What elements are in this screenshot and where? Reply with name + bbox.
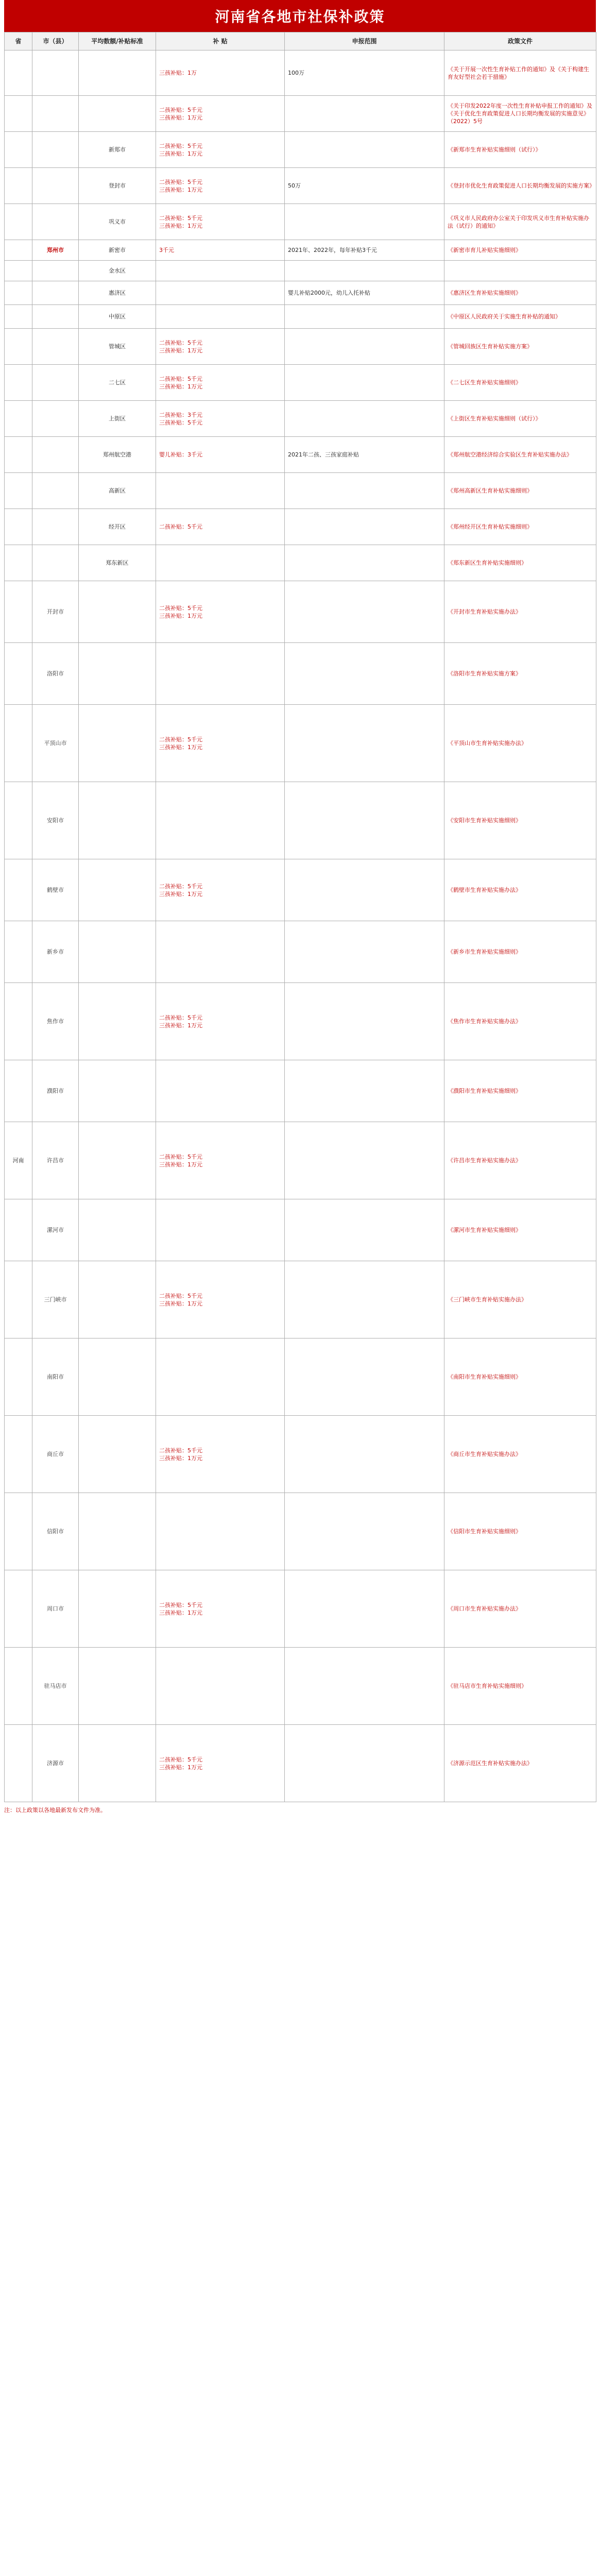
city-cell: 信阳市: [32, 1493, 79, 1570]
document-cell: 《周口市生育补贴实施办法》: [444, 1570, 596, 1648]
table-row: [5, 132, 596, 168]
province-cell: [5, 705, 32, 782]
city-cell: 鹤壁市: [32, 859, 79, 921]
subsidy-cell: [285, 921, 444, 983]
table-row: [5, 329, 596, 365]
province-cell: [5, 168, 32, 204]
city-cell: [32, 509, 79, 545]
city-cell: 南阳市: [32, 1338, 79, 1416]
subsidy-cell: [285, 473, 444, 509]
table-row: [5, 509, 596, 545]
subsidy-cell: [285, 545, 444, 581]
province-cell: [5, 782, 32, 859]
province-cell: [5, 329, 32, 365]
document-cell: 《鹤壁市生育补贴实施办法》: [444, 859, 596, 921]
province-cell: [5, 437, 32, 473]
province-cell: [5, 1648, 32, 1725]
county-cell: [79, 921, 156, 983]
province-cell: [5, 1725, 32, 1802]
document-cell: 《信阳市生育补贴实施细则》: [444, 1493, 596, 1570]
city-cell: [32, 50, 79, 96]
county-cell: [79, 1338, 156, 1416]
table-row: [5, 96, 596, 132]
table-row: [5, 1261, 596, 1338]
table-row: [5, 1122, 596, 1199]
county-cell: 登封市: [79, 168, 156, 204]
province-cell: [5, 921, 32, 983]
province-cell: [5, 473, 32, 509]
subsidy-cell: [285, 1416, 444, 1493]
province-cell: [5, 1338, 32, 1416]
document-cell: 《上街区生育补贴实施细则（试行）》: [444, 401, 596, 437]
standard-cell: 二孩补贴：5千元 三孩补贴：1万元: [156, 1261, 285, 1338]
province-cell: [5, 261, 32, 281]
standard-cell: 二孩补贴：5千元 三孩补贴：1万元: [156, 581, 285, 643]
table-row: [5, 859, 596, 921]
header-province: 省: [5, 32, 32, 50]
table-row: [5, 204, 596, 240]
city-cell: [32, 132, 79, 168]
city-cell: [32, 437, 79, 473]
subsidy-cell: [285, 859, 444, 921]
county-cell: 新郑市: [79, 132, 156, 168]
county-cell: [79, 705, 156, 782]
subsidy-cell: [285, 401, 444, 437]
province-cell: [5, 859, 32, 921]
standard-cell: 二孩补贴：5千元 三孩补贴：1万元: [156, 1725, 285, 1802]
document-cell: [444, 261, 596, 281]
subsidy-cell: [285, 132, 444, 168]
subsidy-cell: [285, 782, 444, 859]
subsidy-cell: [285, 329, 444, 365]
document-cell: 《郑州经开区生育补贴实施细则》: [444, 509, 596, 545]
county-cell: 新密市: [79, 240, 156, 261]
table-row: [5, 1725, 596, 1802]
province-cell: [5, 643, 32, 705]
county-cell: 上街区: [79, 401, 156, 437]
document-cell: 《新乡市生育补贴实施细则》: [444, 921, 596, 983]
city-cell: 三门峡市: [32, 1261, 79, 1338]
city-cell: [32, 401, 79, 437]
city-cell: 商丘市: [32, 1416, 79, 1493]
county-cell: [79, 50, 156, 96]
subsidy-cell: [285, 581, 444, 643]
table-row: [5, 705, 596, 782]
standard-cell: [156, 1199, 285, 1261]
standard-cell: 三孩补贴：1万: [156, 50, 285, 96]
province-cell: [5, 581, 32, 643]
subsidy-cell: [285, 305, 444, 329]
document-cell: 《登封市优化生育政策促进人口长期均衡发展的实施方案》: [444, 168, 596, 204]
document-cell: 《巩义市人民政府办公室关于印发巩义市生育补贴实施办法（试行）的通知》: [444, 204, 596, 240]
county-cell: [79, 1199, 156, 1261]
document-cell: 《关于开展一次性生育补贴工作的通知》及《关于构建生育友好型社会若干措施》: [444, 50, 596, 96]
policy-table: [4, 32, 596, 1802]
document-cell: 《南阳市生育补贴实施细则》: [444, 1338, 596, 1416]
county-cell: 巩义市: [79, 204, 156, 240]
subsidy-cell: [285, 261, 444, 281]
standard-cell: 二孩补贴：5千元: [156, 509, 285, 545]
county-cell: 二七区: [79, 365, 156, 401]
standard-cell: 二孩补贴：5千元 三孩补贴：1万元: [156, 365, 285, 401]
document-cell: 《三门峡市生育补贴实施办法》: [444, 1261, 596, 1338]
document-cell: 《新密市育儿补贴实施细则》: [444, 240, 596, 261]
subsidy-cell: [285, 1570, 444, 1648]
document-cell: 《漯河市生育补贴实施细则》: [444, 1199, 596, 1261]
city-cell: 平顶山市: [32, 705, 79, 782]
document-cell: 《郑州航空港经济综合实验区生育补贴实施办法》: [444, 437, 596, 473]
standard-cell: [156, 261, 285, 281]
table-row: [5, 281, 596, 305]
standard-cell: 二孩补贴：5千元 三孩补贴：1万元: [156, 983, 285, 1060]
standard-cell: [156, 1493, 285, 1570]
document-cell: 《安阳市生育补贴实施细则》: [444, 782, 596, 859]
document-cell: 《惠济区生育补贴实施细则》: [444, 281, 596, 305]
province-cell: [5, 1060, 32, 1122]
city-cell: [32, 281, 79, 305]
county-cell: [79, 859, 156, 921]
county-cell: [79, 96, 156, 132]
subsidy-cell: 2021年、2022年，每年补贴3千元: [285, 240, 444, 261]
county-cell: [79, 1416, 156, 1493]
city-cell: [32, 168, 79, 204]
standard-cell: [156, 921, 285, 983]
county-cell: 经开区: [79, 509, 156, 545]
county-cell: 管城区: [79, 329, 156, 365]
document-cell: 《开封市生育补贴实施办法》: [444, 581, 596, 643]
table-row: [5, 365, 596, 401]
header-subsidy: 补 贴: [156, 32, 285, 50]
document-cell: 《平顶山市生育补贴实施办法》: [444, 705, 596, 782]
county-cell: 中原区: [79, 305, 156, 329]
standard-cell: 二孩补贴：5千元 三孩补贴：1万元: [156, 1416, 285, 1493]
table-row: [5, 437, 596, 473]
province-cell: [5, 365, 32, 401]
province-cell: [5, 305, 32, 329]
province-cell: [5, 1493, 32, 1570]
subsidy-cell: [285, 96, 444, 132]
table-row: [5, 1338, 596, 1416]
title-bar: [4, 0, 596, 32]
subsidy-cell: [285, 204, 444, 240]
table-row: [5, 1416, 596, 1493]
county-cell: [79, 1570, 156, 1648]
county-cell: 郑东新区: [79, 545, 156, 581]
province-cell: [5, 545, 32, 581]
table-row: [5, 1493, 596, 1570]
subsidy-cell: [285, 983, 444, 1060]
county-cell: [79, 782, 156, 859]
table-row: [5, 50, 596, 96]
subsidy-cell: 50万: [285, 168, 444, 204]
header-standard: 平均数额/补贴标准: [79, 32, 156, 50]
province-cell: [5, 1261, 32, 1338]
city-cell: [32, 365, 79, 401]
standard-cell: [156, 1338, 285, 1416]
document-cell: 《新郑市生育补贴实施细则（试行）》: [444, 132, 596, 168]
subsidy-cell: [285, 365, 444, 401]
standard-cell: [156, 545, 285, 581]
city-cell: 驻马店市: [32, 1648, 79, 1725]
province-cell: [5, 1416, 32, 1493]
county-cell: [79, 1648, 156, 1725]
county-cell: 高新区: [79, 473, 156, 509]
city-cell: [32, 204, 79, 240]
province-cell: [5, 96, 32, 132]
header-city: 市（县）: [32, 32, 79, 50]
table-row: [5, 782, 596, 859]
standard-cell: 二孩补贴：5千元 三孩补贴：1万元: [156, 859, 285, 921]
document-cell: 《濮阳市生育补贴实施细则》: [444, 1060, 596, 1122]
table-row: [5, 581, 596, 643]
subsidy-cell: [285, 1338, 444, 1416]
standard-cell: 二孩补贴：5千元 三孩补贴：1万元: [156, 705, 285, 782]
header-document: 政策文件: [444, 32, 596, 50]
subsidy-cell: 100万: [285, 50, 444, 96]
province-cell: [5, 509, 32, 545]
standard-cell: 二孩补贴：5千元 三孩补贴：1万元: [156, 1570, 285, 1648]
subsidy-cell: [285, 1122, 444, 1199]
standard-cell: [156, 305, 285, 329]
subsidy-cell: [285, 509, 444, 545]
subsidy-cell: [285, 1648, 444, 1725]
province-cell: [5, 204, 32, 240]
county-cell: 惠济区: [79, 281, 156, 305]
standard-cell: [156, 1060, 285, 1122]
table-row: [5, 305, 596, 329]
province-cell: [5, 1570, 32, 1648]
subsidy-cell: 2021年二孩、三孩家庭补贴: [285, 437, 444, 473]
standard-cell: [156, 643, 285, 705]
county-cell: [79, 643, 156, 705]
province-cell: [5, 401, 32, 437]
county-cell: [79, 1060, 156, 1122]
city-cell: 郑州市: [32, 240, 79, 261]
table-row: [5, 473, 596, 509]
city-cell: 安阳市: [32, 782, 79, 859]
subsidy-cell: [285, 1493, 444, 1570]
document-cell: 《郑东新区生育补贴实施细则》: [444, 545, 596, 581]
province-cell: [5, 240, 32, 261]
footnote: 注：以上政策以各地最新发布文件为准。: [4, 1807, 106, 1814]
header-scope: 申报范围: [285, 32, 444, 50]
county-cell: 金水区: [79, 261, 156, 281]
county-cell: [79, 1725, 156, 1802]
province-cell: [5, 1199, 32, 1261]
subsidy-cell: [285, 1199, 444, 1261]
standard-cell: 3千元: [156, 240, 285, 261]
document-cell: 《郑州高新区生育补贴实施细则》: [444, 473, 596, 509]
table-row: [5, 545, 596, 581]
standard-cell: 二孩补贴：5千元 三孩补贴：1万元: [156, 96, 285, 132]
city-cell: [32, 261, 79, 281]
standard-cell: 二孩补贴：5千元 三孩补贴：1万元: [156, 168, 285, 204]
table-row: [5, 168, 596, 204]
table-row: [5, 1648, 596, 1725]
policy-table-body: [5, 50, 596, 1802]
document-cell: 《驻马店市生育补贴实施细则》: [444, 1648, 596, 1725]
table-row: [5, 1570, 596, 1648]
city-cell: 周口市: [32, 1570, 79, 1648]
city-cell: 焦作市: [32, 983, 79, 1060]
document-cell: 《二七区生育补贴实施细则》: [444, 365, 596, 401]
standard-cell: [156, 281, 285, 305]
province-cell: [5, 281, 32, 305]
standard-cell: [156, 782, 285, 859]
subsidy-cell: [285, 1725, 444, 1802]
subsidy-cell: 婴儿补贴2000元，幼儿入托补贴: [285, 281, 444, 305]
standard-cell: 二孩补贴：3千元 三孩补贴：5千元: [156, 401, 285, 437]
document-cell: 《洛阳市生育补贴实施方案》: [444, 643, 596, 705]
table-row: [5, 643, 596, 705]
table-header-row: [5, 32, 596, 50]
document-cell: 《许昌市生育补贴实施办法》: [444, 1122, 596, 1199]
standard-cell: 二孩补贴：5千元 三孩补贴：1万元: [156, 132, 285, 168]
document-cell: 《管城回族区生育补贴实施方案》: [444, 329, 596, 365]
document-cell: 《中原区人民政府关于实施生育补贴的通知》: [444, 305, 596, 329]
county-cell: [79, 1493, 156, 1570]
table-row: [5, 921, 596, 983]
city-cell: 漯河市: [32, 1199, 79, 1261]
city-cell: [32, 545, 79, 581]
subsidy-cell: [285, 705, 444, 782]
table-row: [5, 401, 596, 437]
province-cell: [5, 132, 32, 168]
subsidy-cell: [285, 1261, 444, 1338]
county-cell: [79, 1261, 156, 1338]
province-cell: [5, 983, 32, 1060]
county-cell: [79, 983, 156, 1060]
city-cell: [32, 305, 79, 329]
county-cell: [79, 1122, 156, 1199]
city-cell: 濮阳市: [32, 1060, 79, 1122]
subsidy-cell: [285, 643, 444, 705]
city-cell: [32, 96, 79, 132]
standard-cell: 二孩补贴：5千元 三孩补贴：1万元: [156, 1122, 285, 1199]
city-cell: [32, 329, 79, 365]
county-cell: [79, 581, 156, 643]
standard-cell: 婴儿补贴：3千元: [156, 437, 285, 473]
city-cell: 济源市: [32, 1725, 79, 1802]
page-title: 河南省各地市社保补政策: [215, 8, 385, 25]
document-cell: 《商丘市生育补贴实施办法》: [444, 1416, 596, 1493]
county-cell: 郑州航空港: [79, 437, 156, 473]
standard-cell: [156, 473, 285, 509]
table-row: [5, 240, 596, 261]
table-row: [5, 1199, 596, 1261]
city-cell: 开封市: [32, 581, 79, 643]
subsidy-cell: [285, 1060, 444, 1122]
city-cell: 许昌市: [32, 1122, 79, 1199]
province-cell: [5, 50, 32, 96]
city-cell: 洛阳市: [32, 643, 79, 705]
standard-cell: 二孩补贴：5千元 三孩补贴：1万元: [156, 329, 285, 365]
standard-cell: [156, 1648, 285, 1725]
standard-cell: 二孩补贴：5千元 三孩补贴：1万元: [156, 204, 285, 240]
document-cell: 《关于印发2022年度一次性生育补贴申报工作的通知》及《关于优化生育政策促进人口长期均衡发展的实施意见》（2022）5号: [444, 96, 596, 132]
document-cell: 《济源示范区生育补贴实施办法》: [444, 1725, 596, 1802]
table-row: [5, 983, 596, 1060]
city-cell: [32, 473, 79, 509]
table-row: [5, 1060, 596, 1122]
province-cell: 河南: [5, 1122, 32, 1199]
document-cell: 《焦作市生育补贴实施办法》: [444, 983, 596, 1060]
table-row: [5, 261, 596, 281]
city-cell: 新乡市: [32, 921, 79, 983]
